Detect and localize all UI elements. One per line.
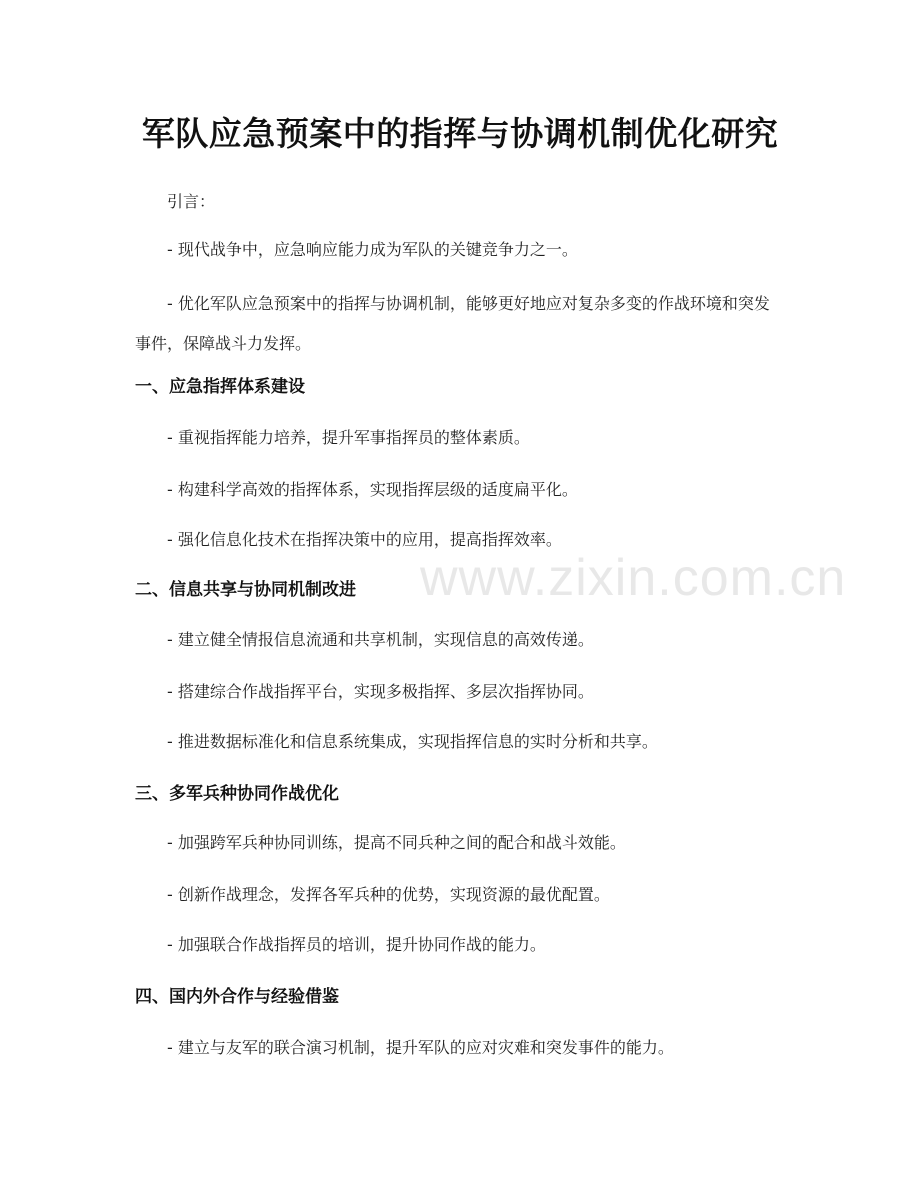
section-heading-2: 二、信息共享与协同机制改进 bbox=[135, 580, 356, 600]
section-2-item-1: - 建立健全情报信息流通和共享机制，实现信息的高效传递。 bbox=[167, 630, 594, 649]
section-heading-4: 四、国内外合作与经验借鉴 bbox=[135, 987, 339, 1007]
intro-label: 引言： bbox=[167, 192, 216, 211]
document-title: 军队应急预案中的指挥与协调机制优化研究 bbox=[141, 114, 779, 153]
section-1-item-3: - 强化信息化技术在指挥决策中的应用，提高指挥效率。 bbox=[167, 530, 562, 549]
section-1-item-1: - 重视指挥能力培养，提升军事指挥员的整体素质。 bbox=[167, 428, 530, 447]
section-heading-3: 三、多军兵种协同作战优化 bbox=[135, 784, 339, 804]
intro-item-1: - 现代战争中，应急响应能力成为军队的关键竞争力之一。 bbox=[167, 240, 578, 259]
section-3-item-3: - 加强联合作战指挥员的培训，提升协同作战的能力。 bbox=[167, 935, 546, 954]
section-1-item-2: - 构建科学高效的指挥体系，实现指挥层级的适度扁平化。 bbox=[167, 480, 578, 499]
section-heading-1: 一、应急指挥体系建设 bbox=[135, 377, 305, 397]
section-4-item-1: - 建立与友军的联合演习机制，提升军队的应对灾难和突发事件的能力。 bbox=[167, 1038, 674, 1057]
section-2-item-3: - 推进数据标准化和信息系统集成，实现指挥信息的实时分析和共享。 bbox=[167, 732, 658, 751]
watermark: www.zixin.com.cn bbox=[420, 549, 847, 607]
section-3-item-2: - 创新作战理念，发挥各军兵种的优势，实现资源的最优配置。 bbox=[167, 885, 610, 904]
section-3-item-1: - 加强跨军兵种协同训练，提高不同兵种之间的配合和战斗效能。 bbox=[167, 833, 626, 852]
intro-item-2: - 优化军队应急预案中的指挥与协调机制，能够更好地应对复杂多变的作战环境和突发事件，保障战斗力发挥。 bbox=[135, 294, 770, 353]
section-2-item-2: - 搭建综合作战指挥平台，实现多极指挥、多层次指挥协同。 bbox=[167, 682, 594, 701]
